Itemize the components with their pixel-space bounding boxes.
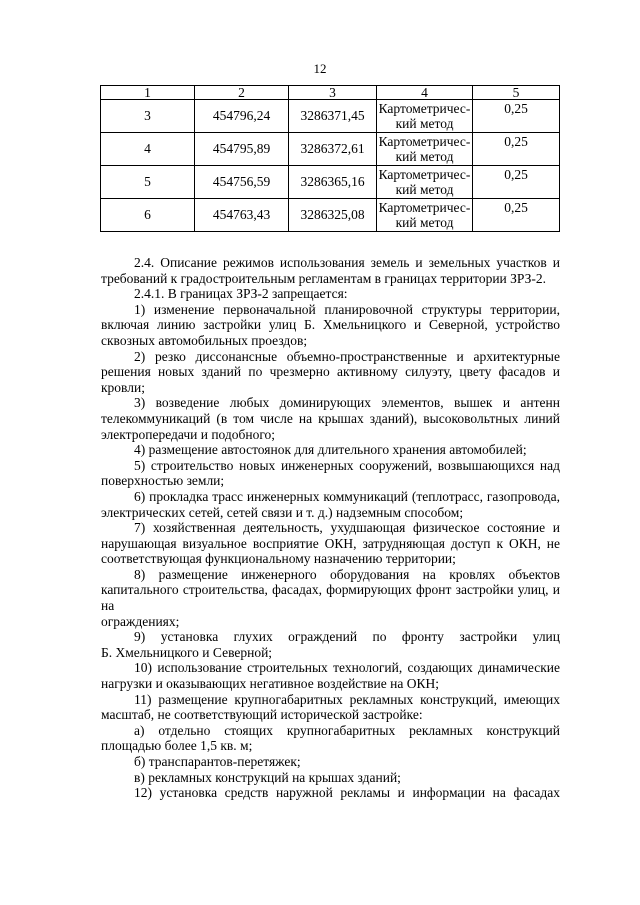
x-coordinate-cell: 454763,43: [195, 199, 289, 232]
text-line: 2) резко диссонансные объемно-пространственные и архитектурные: [134, 348, 560, 364]
method-cell: [377, 199, 473, 232]
text-line: масштаб, не соответствующий исторической застройке:: [101, 707, 423, 723]
text-line: 5) строительство новых инженерных сооружений, возвышающихся над: [134, 457, 560, 473]
text-line: 2.4. Описание режимов использования земель и земельных участков и: [134, 255, 560, 270]
point-number-cell: 5: [101, 166, 195, 199]
table-row: [101, 133, 560, 166]
text-line: 9) установка глухих ограждений по фронту застройки улиц: [134, 629, 560, 645]
paragraph-prohibitions-intro: [101, 286, 560, 302]
y-coordinate-cell: 3286372,61: [289, 133, 377, 166]
x-coordinate-cell: 454756,59: [195, 166, 289, 199]
text-line: 12) установка средств наружной рекламы и информации на фасадах: [134, 785, 560, 801]
method-line-1: Картометричес-: [378, 200, 471, 215]
accuracy-cell: 0,25: [473, 199, 560, 232]
y-coordinate-cell: 3286325,08: [289, 199, 377, 232]
text-line: 7) хозяйственная деятельность, ухудшающая физическое состояние и: [134, 520, 560, 536]
text-line: сквозных автомобильных проездов;: [101, 332, 308, 348]
table-header-cell: 3: [289, 86, 377, 100]
text-line: поверхностью земли;: [101, 473, 225, 489]
paragraph-item-12: [101, 785, 560, 801]
text-line: 11) размещение крупногабаритных рекламных конструкций, имеющих: [134, 691, 560, 707]
table-header-row: [101, 86, 560, 100]
paragraph-subitem-c: [101, 770, 560, 786]
table-row: [101, 166, 560, 199]
accuracy-cell: 0,25: [473, 166, 560, 199]
point-number-cell: 4: [101, 133, 195, 166]
table-header-cell: 5: [473, 86, 560, 100]
paragraph-item-9: [101, 629, 560, 660]
text-line: нарушающая визуальное восприятие ОКН, затрудняющая доступ к ОКН, не: [101, 535, 560, 551]
text-line: кровли;: [101, 379, 145, 395]
page-number: 12: [313, 61, 327, 76]
method-line-1: Картометричес-: [378, 167, 471, 182]
text-line: электрических сетей, сетей связи и т. д.) надземным способом;: [101, 504, 464, 520]
method-line-1: Картометричес-: [378, 101, 471, 116]
paragraph-subitem-b: [101, 754, 560, 770]
method-line-2: кий метод: [395, 182, 454, 197]
text-line: в) рекламных конструкций на крышах зданий;: [134, 769, 401, 785]
paragraph-item-8: [101, 567, 560, 629]
method-cell: [377, 166, 473, 199]
paragraph-section-heading: [101, 255, 560, 286]
text-line: б) транспарантов-перетяжек;: [134, 754, 301, 769]
text-line: 4) размещение автостоянок для длительного хранения автомобилей;: [134, 442, 527, 458]
method-cell: [377, 100, 473, 133]
paragraph-subitem-a: [101, 723, 560, 754]
coordinates-table: [100, 85, 560, 232]
x-coordinate-cell: 454795,89: [195, 133, 289, 166]
method-line-1: Картометричес-: [378, 134, 471, 149]
point-number-cell: 3: [101, 100, 195, 133]
method-line-2: кий метод: [395, 149, 454, 164]
text-line: Б. Хмельницкого и Северной;: [101, 644, 273, 660]
text-line: 8) размещение инженерного оборудования на кровлях объектов: [134, 566, 560, 582]
y-coordinate-cell: 3286371,45: [289, 100, 377, 133]
text-line: капитального строительства, фасадах, формирующих фронт застройки улиц, и на: [101, 582, 560, 614]
paragraph-item-5: [101, 458, 560, 489]
text-line: электропередачи и подобного;: [101, 426, 276, 442]
text-line: 1) изменение первоначальной планировочной структуры территории,: [134, 301, 560, 317]
text-line: нагрузки и оказывающих негативное воздействие на ОКН;: [101, 676, 439, 692]
text-line: а) отдельно стоящих крупногабаритных рекламных конструкций: [134, 722, 560, 738]
method-line-2: кий метод: [395, 116, 454, 131]
accuracy-cell: 0,25: [473, 133, 560, 166]
method-line-2: кий метод: [395, 215, 454, 230]
text-line: 3) возведение любых доминирующих элементов, вышек и антенн: [134, 395, 560, 411]
paragraph-item-4: [101, 442, 560, 458]
table-row: [101, 100, 560, 133]
table-row: [101, 199, 560, 232]
table-header-cell: 2: [195, 86, 289, 100]
text-line: ограждениях;: [101, 613, 180, 629]
text-line: 6) прокладка трасс инженерных коммуникаций (теплотрасс, газопровода,: [134, 488, 560, 504]
text-line: 2.4.1. В границах ЗРЗ-2 запрещается:: [134, 286, 348, 302]
y-coordinate-cell: 3286365,16: [289, 166, 377, 199]
text-line: площадью более 1,5 кв. м;: [101, 738, 253, 754]
paragraph-item-7: [101, 520, 560, 567]
table-header-cell: 1: [101, 86, 195, 100]
paragraph-item-2: [101, 349, 560, 396]
text-line: решения новых зданий по чрезмерно активному силуэту, цвету фасадов и: [101, 364, 560, 380]
paragraph-item-6: [101, 489, 560, 520]
text-line: включая линию застройки улиц Б. Хмельницкого и Северной, устройство: [101, 317, 560, 333]
paragraph-item-3: [101, 395, 560, 442]
text-line: соответствующая функциональному назначению территории;: [101, 551, 456, 567]
x-coordinate-cell: 454796,24: [195, 100, 289, 133]
table-header-cell: 4: [377, 86, 473, 100]
text-line: телекоммуникаций (в том числе на крышах зданий), высоковольтных линий: [101, 410, 560, 426]
text-line: 10) использование строительных технологий, создающих динамические: [134, 660, 560, 676]
method-cell: [377, 133, 473, 166]
document-body: [101, 255, 560, 801]
accuracy-cell: 0,25: [473, 100, 560, 133]
text-line: требований к градостроительным регламентам в границах территории ЗРЗ-2.: [101, 270, 546, 286]
paragraph-item-10: [101, 660, 560, 691]
paragraph-item-1: [101, 302, 560, 349]
point-number-cell: 6: [101, 199, 195, 232]
paragraph-item-11: [101, 692, 560, 723]
